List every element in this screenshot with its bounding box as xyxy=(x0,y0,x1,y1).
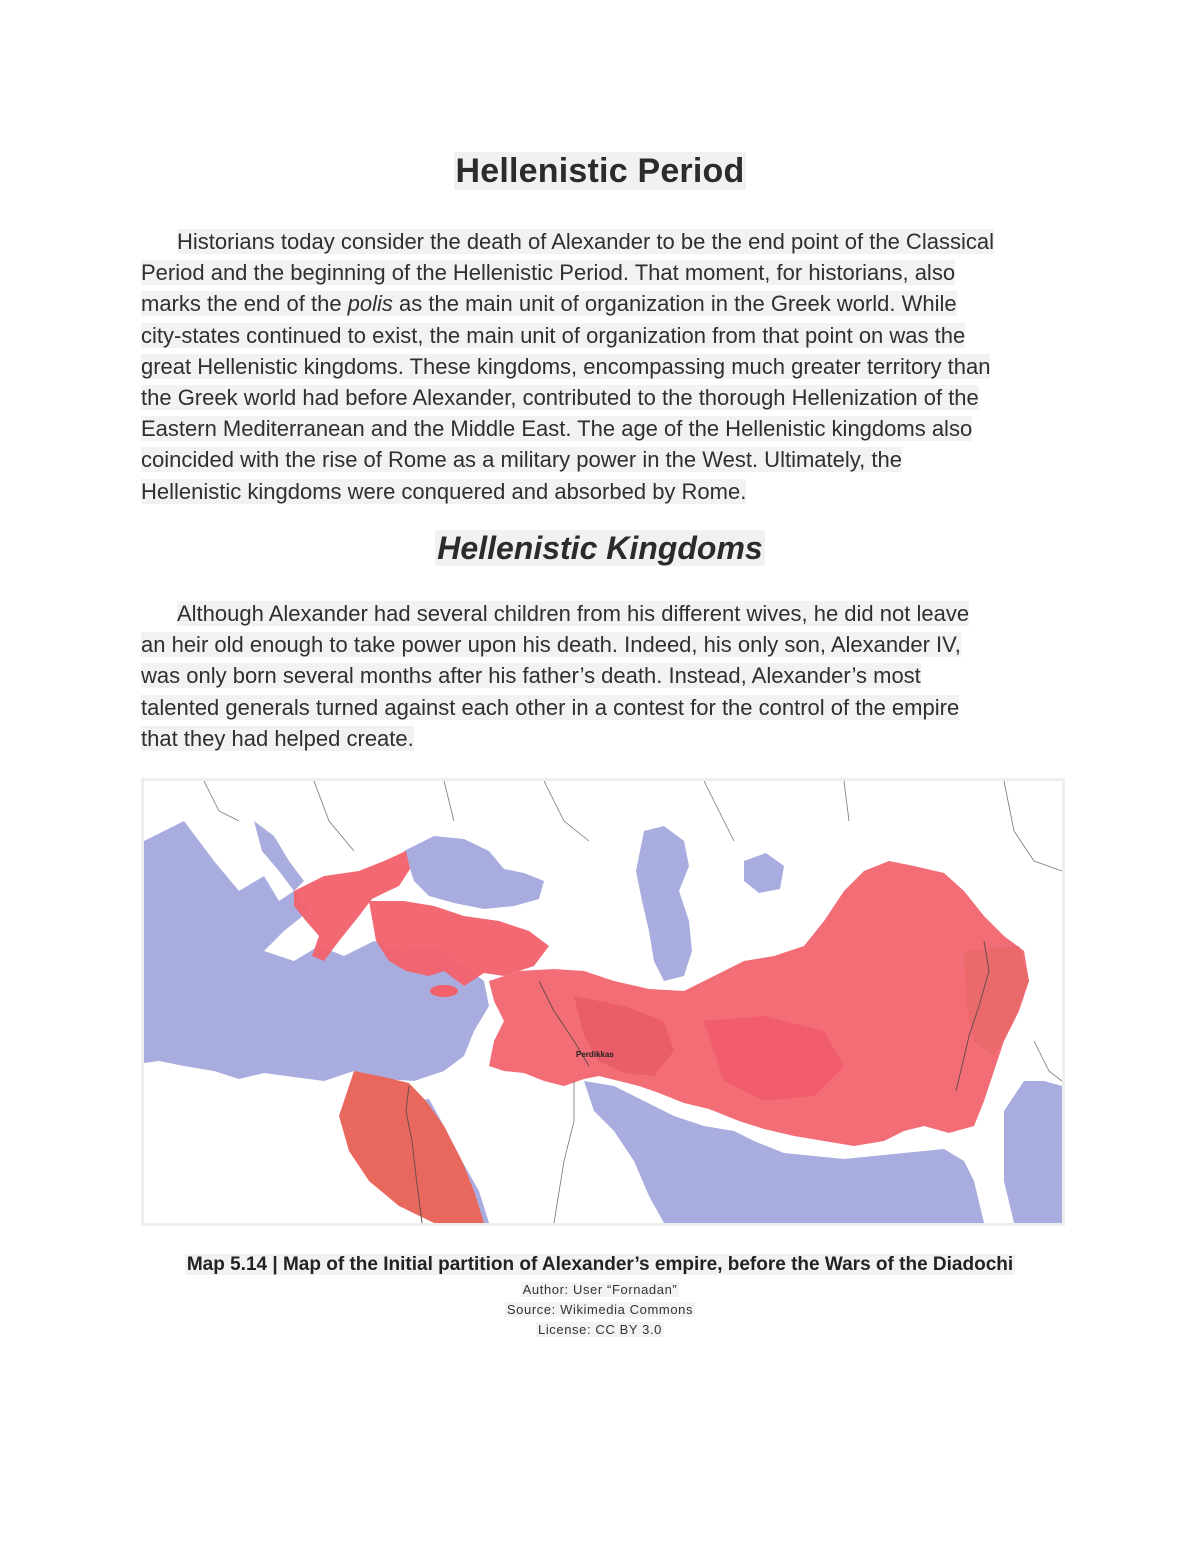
map-caption: Map 5.14 | Map of the Initial partition of Alexander’s empire, before the Wars of the Diadochi xyxy=(186,1254,1014,1275)
paragraph-line: talented generals turned against each other in a contest for the control of the empire xyxy=(141,694,960,720)
indian-ocean-east xyxy=(1004,1081,1062,1223)
paragraph-hellenistic-kingdoms xyxy=(141,598,1061,754)
paragraph-line: the Greek world had before Alexander, contributed to the thorough Hellenization of the xyxy=(141,385,979,411)
paragraph-line: Period and the beginning of the Hellenistic Period. That moment, for historians, also xyxy=(141,260,956,286)
paragraph-line: great Hellenistic kingdoms. These kingdoms, encompassing much greater territory than xyxy=(141,353,991,379)
page-title: Hellenistic Period xyxy=(455,152,745,190)
paragraph-line: Historians today consider the death of Alexander to be the end point of the Classical xyxy=(177,229,994,254)
paragraph-hellenistic-period xyxy=(141,226,1061,507)
paragraph-line: an heir old enough to take power upon his death. Indeed, his only son, Alexander IV, xyxy=(141,632,961,658)
paragraph-line: that they had helped create. xyxy=(141,725,414,751)
map-svg xyxy=(144,781,1062,1223)
map-source: Source: Wikimedia Commons xyxy=(506,1302,694,1317)
paragraph-line: city-states continued to exist, the main unit of organization from that point on was the xyxy=(141,322,966,348)
paragraph-line: Although Alexander had several children from his different wives, he did not leave xyxy=(177,601,970,626)
polis-term: polis xyxy=(347,291,393,317)
paragraph-line: coincided with the rise of Rome as a military power in the West. Ultimately, the xyxy=(141,447,902,473)
paragraph-line: Eastern Mediterranean and the Middle East. The age of the Hellenistic kingdoms also xyxy=(141,416,973,442)
map-author: Author: User “Fornadan” xyxy=(522,1282,678,1297)
paragraph-line: was only born several months after his father’s death. Instead, Alexander’s most xyxy=(141,663,921,689)
map-label-perdikkas: Perdikkas xyxy=(576,1050,614,1059)
empire-partition-map xyxy=(141,778,1065,1226)
cyprus-island xyxy=(430,985,458,997)
map-license: License: CC BY 3.0 xyxy=(537,1322,662,1337)
section-heading: Hellenistic Kingdoms xyxy=(437,530,763,566)
paragraph-line: Hellenistic kingdoms were conquered and absorbed by Rome. xyxy=(141,478,747,504)
paragraph-line: marks the end of the polis as the main unit of organization in the Greek world. While xyxy=(141,291,957,317)
